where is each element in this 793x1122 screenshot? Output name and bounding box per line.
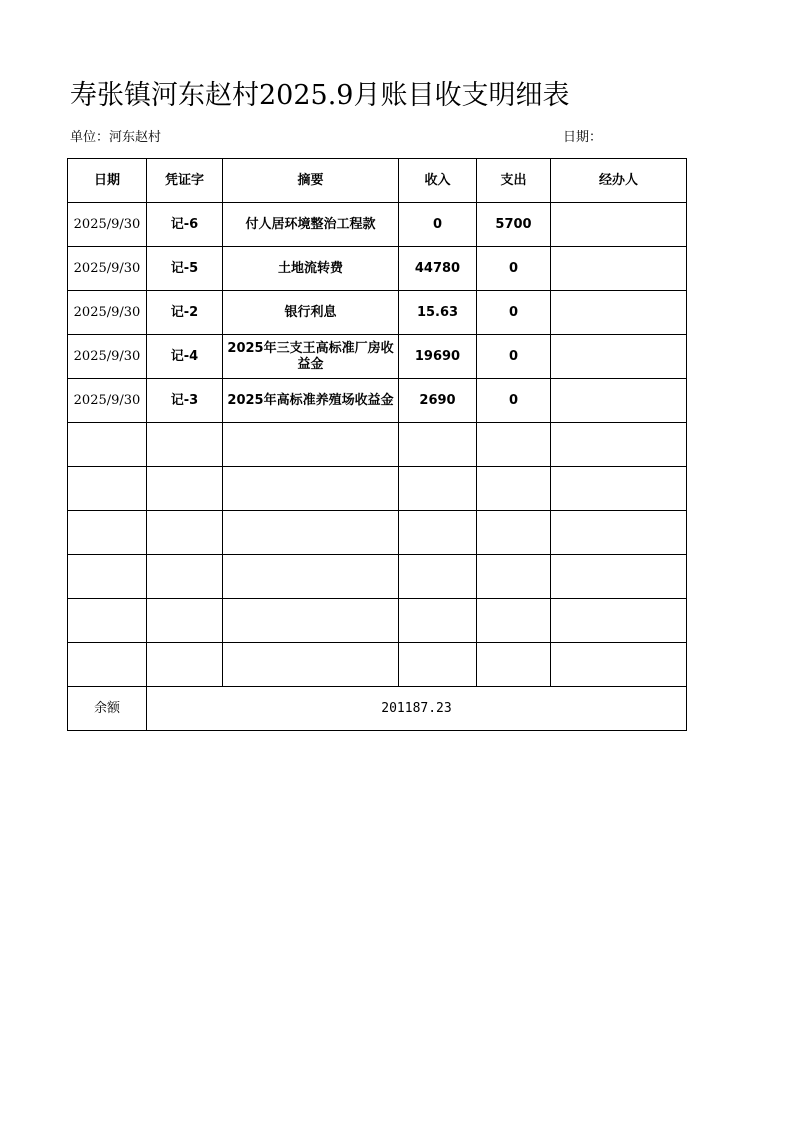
cell-voucher: 记-5: [147, 247, 223, 291]
table-row: [68, 203, 687, 247]
cell-expense: 0: [477, 291, 551, 335]
cell-expense: 0: [477, 247, 551, 291]
page-title: 寿张镇河东赵村2025.9月账目收支明细表: [70, 80, 570, 111]
cell-voucher: 记-2: [147, 291, 223, 335]
balance-row: [68, 687, 687, 731]
empty-row: [68, 467, 687, 511]
cell-date: 2025/9/30: [68, 247, 147, 291]
cell-summary: 银行利息: [223, 291, 399, 335]
table-row: [68, 335, 687, 379]
cell-income: 2690: [399, 379, 477, 423]
cell-expense: 0: [477, 379, 551, 423]
cell-date: 2025/9/30: [68, 291, 147, 335]
cell-summary: 付人居环境整治工程款: [223, 203, 399, 247]
cell-income: 44780: [399, 247, 477, 291]
header-row: [68, 159, 687, 203]
header-income: 收入: [399, 159, 477, 203]
cell-voucher: 记-3: [147, 379, 223, 423]
cell-voucher: 记-6: [147, 203, 223, 247]
ledger-table: [67, 158, 687, 731]
header-expense: 支出: [477, 159, 551, 203]
balance-value: 201187.23: [147, 687, 687, 731]
header-summary: 摘要: [223, 159, 399, 203]
empty-row: [68, 555, 687, 599]
cell-income: 0: [399, 203, 477, 247]
cell-date: 2025/9/30: [68, 379, 147, 423]
cell-summary: 土地流转费: [223, 247, 399, 291]
empty-row: [68, 423, 687, 467]
cell-income: 15.63: [399, 291, 477, 335]
cell-handler: [551, 247, 687, 291]
cell-handler: [551, 379, 687, 423]
cell-voucher: 记-4: [147, 335, 223, 379]
cell-expense: 0: [477, 335, 551, 379]
empty-row: [68, 599, 687, 643]
header-voucher: 凭证字: [147, 159, 223, 203]
cell-summary: 2025年高标准养殖场收益金: [223, 379, 399, 423]
cell-income: 19690: [399, 335, 477, 379]
cell-date: 2025/9/30: [68, 335, 147, 379]
cell-summary: 2025年三支王高标准厂房收益金: [223, 335, 399, 379]
unit-label: 单位：河东赵村: [70, 130, 162, 145]
cell-handler: [551, 291, 687, 335]
table-row: [68, 247, 687, 291]
date-label: 日期：: [563, 130, 603, 145]
balance-label: 余额: [68, 687, 147, 731]
header-handler: 经办人: [551, 159, 687, 203]
header-date: 日期: [68, 159, 147, 203]
cell-handler: [551, 335, 687, 379]
cell-expense: 5700: [477, 203, 551, 247]
cell-handler: [551, 203, 687, 247]
empty-row: [68, 643, 687, 687]
table-row: [68, 379, 687, 423]
empty-row: [68, 511, 687, 555]
cell-date: 2025/9/30: [68, 203, 147, 247]
table-row: [68, 291, 687, 335]
